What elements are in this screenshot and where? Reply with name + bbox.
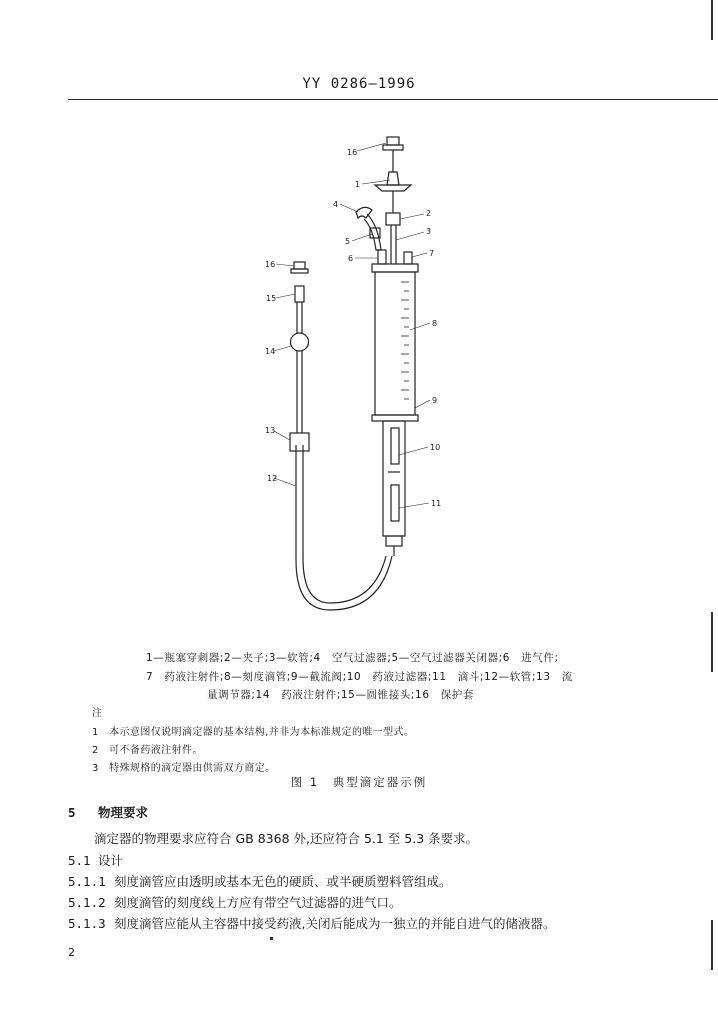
label-14: 14 bbox=[265, 347, 276, 356]
tubing-12 bbox=[296, 445, 392, 610]
label-15: 15 bbox=[266, 294, 277, 303]
clause-text: 刻度滴管的刻度线上方应有带空气过滤器的进气口。 bbox=[114, 895, 402, 910]
clause-number: 5.1.2 bbox=[68, 895, 106, 910]
label-10: 10 bbox=[430, 443, 441, 452]
label-8: 8 bbox=[432, 319, 438, 328]
legend-line-2: 7 药液注射件;8—刻度滴管;9—截流阀;10 药液过滤器;11 滴斗;12—软管;13 流 bbox=[146, 671, 573, 683]
legend-line-3: 量调节器;14 药液注射件;15—圆锥接头;16 保护套 bbox=[207, 689, 474, 701]
label-11: 11 bbox=[431, 499, 442, 508]
label-7: 7 bbox=[429, 249, 435, 258]
label-5: 5 bbox=[345, 237, 351, 246]
legend-line-1: 1—瓶塞穿刺器;2—夹子;3—软管;4 空气过滤器;5—空气过滤器关闭器;6 进气件; bbox=[146, 652, 559, 664]
notes-title: 注 bbox=[92, 708, 103, 719]
label-16-left: 16 bbox=[265, 260, 276, 269]
label-2: 2 bbox=[426, 209, 432, 218]
label-9: 9 bbox=[432, 396, 438, 405]
label-1: 1 bbox=[355, 180, 361, 189]
injection-site-14 bbox=[291, 302, 309, 433]
injection-site-7 bbox=[404, 252, 412, 264]
note-3: 3 特殊规格的滴定器由供需双方商定。 bbox=[92, 763, 276, 774]
clause-5-1-2 bbox=[68, 893, 402, 911]
protector-cap-16-top bbox=[383, 137, 403, 150]
document-id-header: YY 0286—1996 bbox=[302, 76, 416, 92]
scale-marks bbox=[401, 282, 409, 399]
label-3: 3 bbox=[426, 227, 432, 236]
section-number: 5 bbox=[68, 805, 76, 820]
section-5-intro: 滴定器的物理要求应符合 GB 8368 外,还应符合 5.1 至 5.3 条要求。 bbox=[94, 831, 479, 846]
clause-text: 刻度滴管应由透明或基本无色的硬质、或半硬质塑料管组成。 bbox=[114, 874, 452, 889]
clamp-2 bbox=[386, 213, 400, 225]
clause-5-1-1 bbox=[68, 872, 452, 890]
label-13: 13 bbox=[265, 426, 276, 435]
protector-cap-16-left bbox=[291, 262, 308, 273]
flow-regulator-13 bbox=[290, 433, 309, 451]
drip-chamber-10-11 bbox=[383, 421, 405, 556]
air-vent-4-5-6 bbox=[356, 207, 386, 264]
section-title: 物理要求 bbox=[98, 805, 149, 820]
scan-speck bbox=[270, 937, 273, 940]
page-number: 2 bbox=[68, 946, 75, 959]
clause-5-1-3 bbox=[68, 914, 555, 932]
section-number: 5.1 bbox=[68, 853, 91, 868]
label-12: 12 bbox=[267, 474, 278, 483]
scan-edge-mark bbox=[711, 920, 713, 970]
figure-caption: 图 1 典型滴定器示例 bbox=[290, 775, 428, 789]
clause-number: 5.1.1 bbox=[68, 874, 106, 889]
section-5-1-heading bbox=[68, 851, 123, 869]
section-title: 设计 bbox=[98, 853, 124, 868]
label-4: 4 bbox=[333, 200, 339, 209]
luer-connector-15 bbox=[295, 286, 304, 302]
label-16-top: 16 bbox=[347, 148, 358, 157]
tube-3 bbox=[391, 225, 396, 264]
label-6: 6 bbox=[348, 254, 354, 263]
section-5-heading bbox=[68, 803, 148, 821]
graduated-burette-8 bbox=[372, 264, 418, 421]
clause-text: 刻度滴管应能从主容器中接受药液,关闭后能成为一独立的并能自进气的储液器。 bbox=[114, 916, 556, 931]
clause-number: 5.1.3 bbox=[68, 916, 106, 931]
note-1: 1 本示意图仅说明滴定器的基本结构,并非为本标准规定的唯一型式。 bbox=[92, 727, 415, 738]
note-2: 2 可不备药液注射件。 bbox=[92, 745, 203, 756]
